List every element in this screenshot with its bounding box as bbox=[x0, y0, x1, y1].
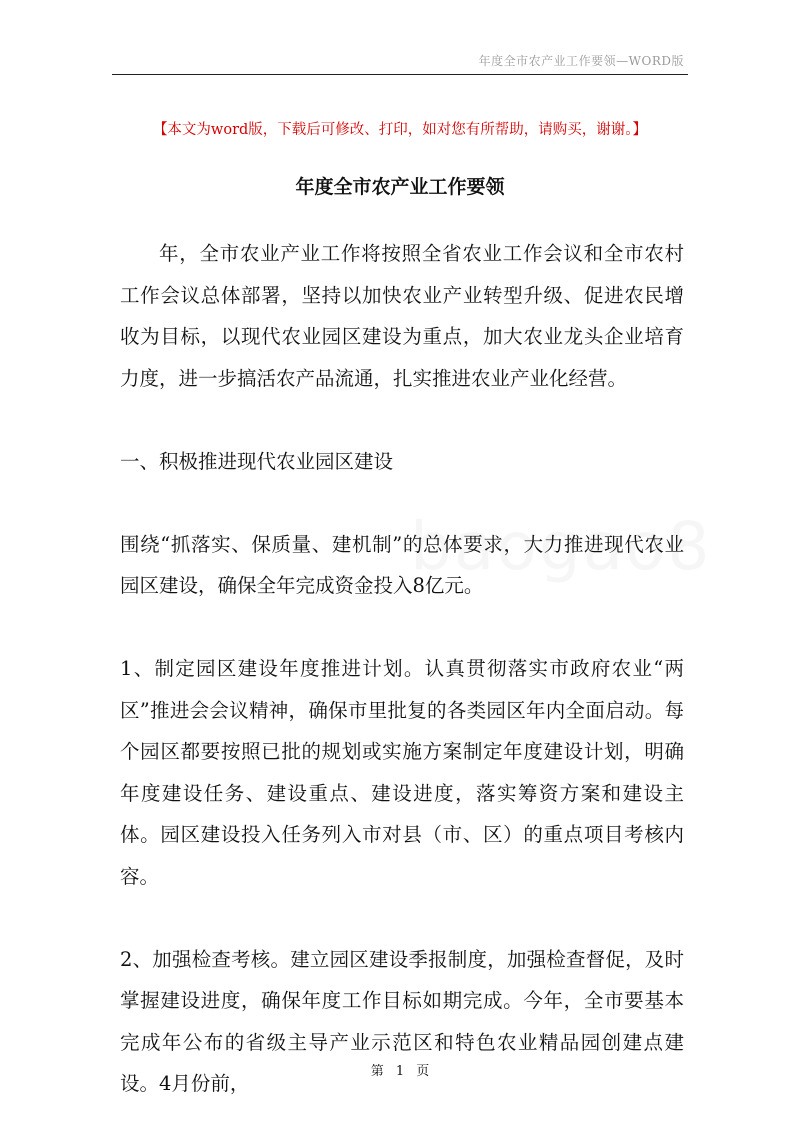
footer-suffix: 页 bbox=[416, 1064, 430, 1079]
item-2-paragraph: 2、加强检查考核。建立园区建设季报制度，加强检查督促，及时掌握建设进度，确保年度工作目标如期完成。今年，全市要基本完成年公布的省级主导产业示范区和特色农业精品园创建点建设。4月份前， bbox=[120, 947, 684, 1095]
section-paragraph: 围绕“抓落实、保质量、建机制”的总体要求，大力推进现代农业园区建设，确保全年完成资金投入8亿元。 bbox=[120, 532, 684, 597]
section-heading: 一、积极推进现代农业园区建设 bbox=[120, 449, 394, 473]
footer-prefix: 第 bbox=[370, 1064, 384, 1079]
document-body bbox=[120, 233, 684, 1105]
header-rule bbox=[112, 74, 688, 75]
purchase-notice: 【本文为word版，下载后可修改、打印，如对您有所帮助，请购买，谢谢。】 bbox=[152, 122, 648, 138]
page-number: 1 bbox=[395, 1064, 405, 1079]
running-header: 年度全市农产业工作要领—WORD版 bbox=[478, 54, 684, 68]
intro-paragraph: 年，全市农业产业工作将按照全省农业工作会议和全市农村工作会议总体部署，坚持以加快农业产业转型升级、促进农民增收为目标，以现代农业园区建设为重点，加大农业龙头企业培育力度，进一步搞活农产品流通，扎实推进农业产业化经营。 bbox=[120, 242, 684, 390]
document-title: 年度全市农产业工作要领 bbox=[295, 176, 505, 198]
page-footer bbox=[0, 1060, 800, 1079]
item-1-paragraph: 1、制定园区建设年度推进计划。认真贯彻落实市政府农业“两区”推进会会议精神，确保市里批复的各类园区年内全面启动。每个园区都要按照已批的规划或实施方案制定年度建设计划，明确年度建设任务、建设重点、建设进度，落实筹资方案和建设主体。园区建设投入任务列入市对县（市、区）的重点项目考核内容。 bbox=[120, 657, 684, 888]
